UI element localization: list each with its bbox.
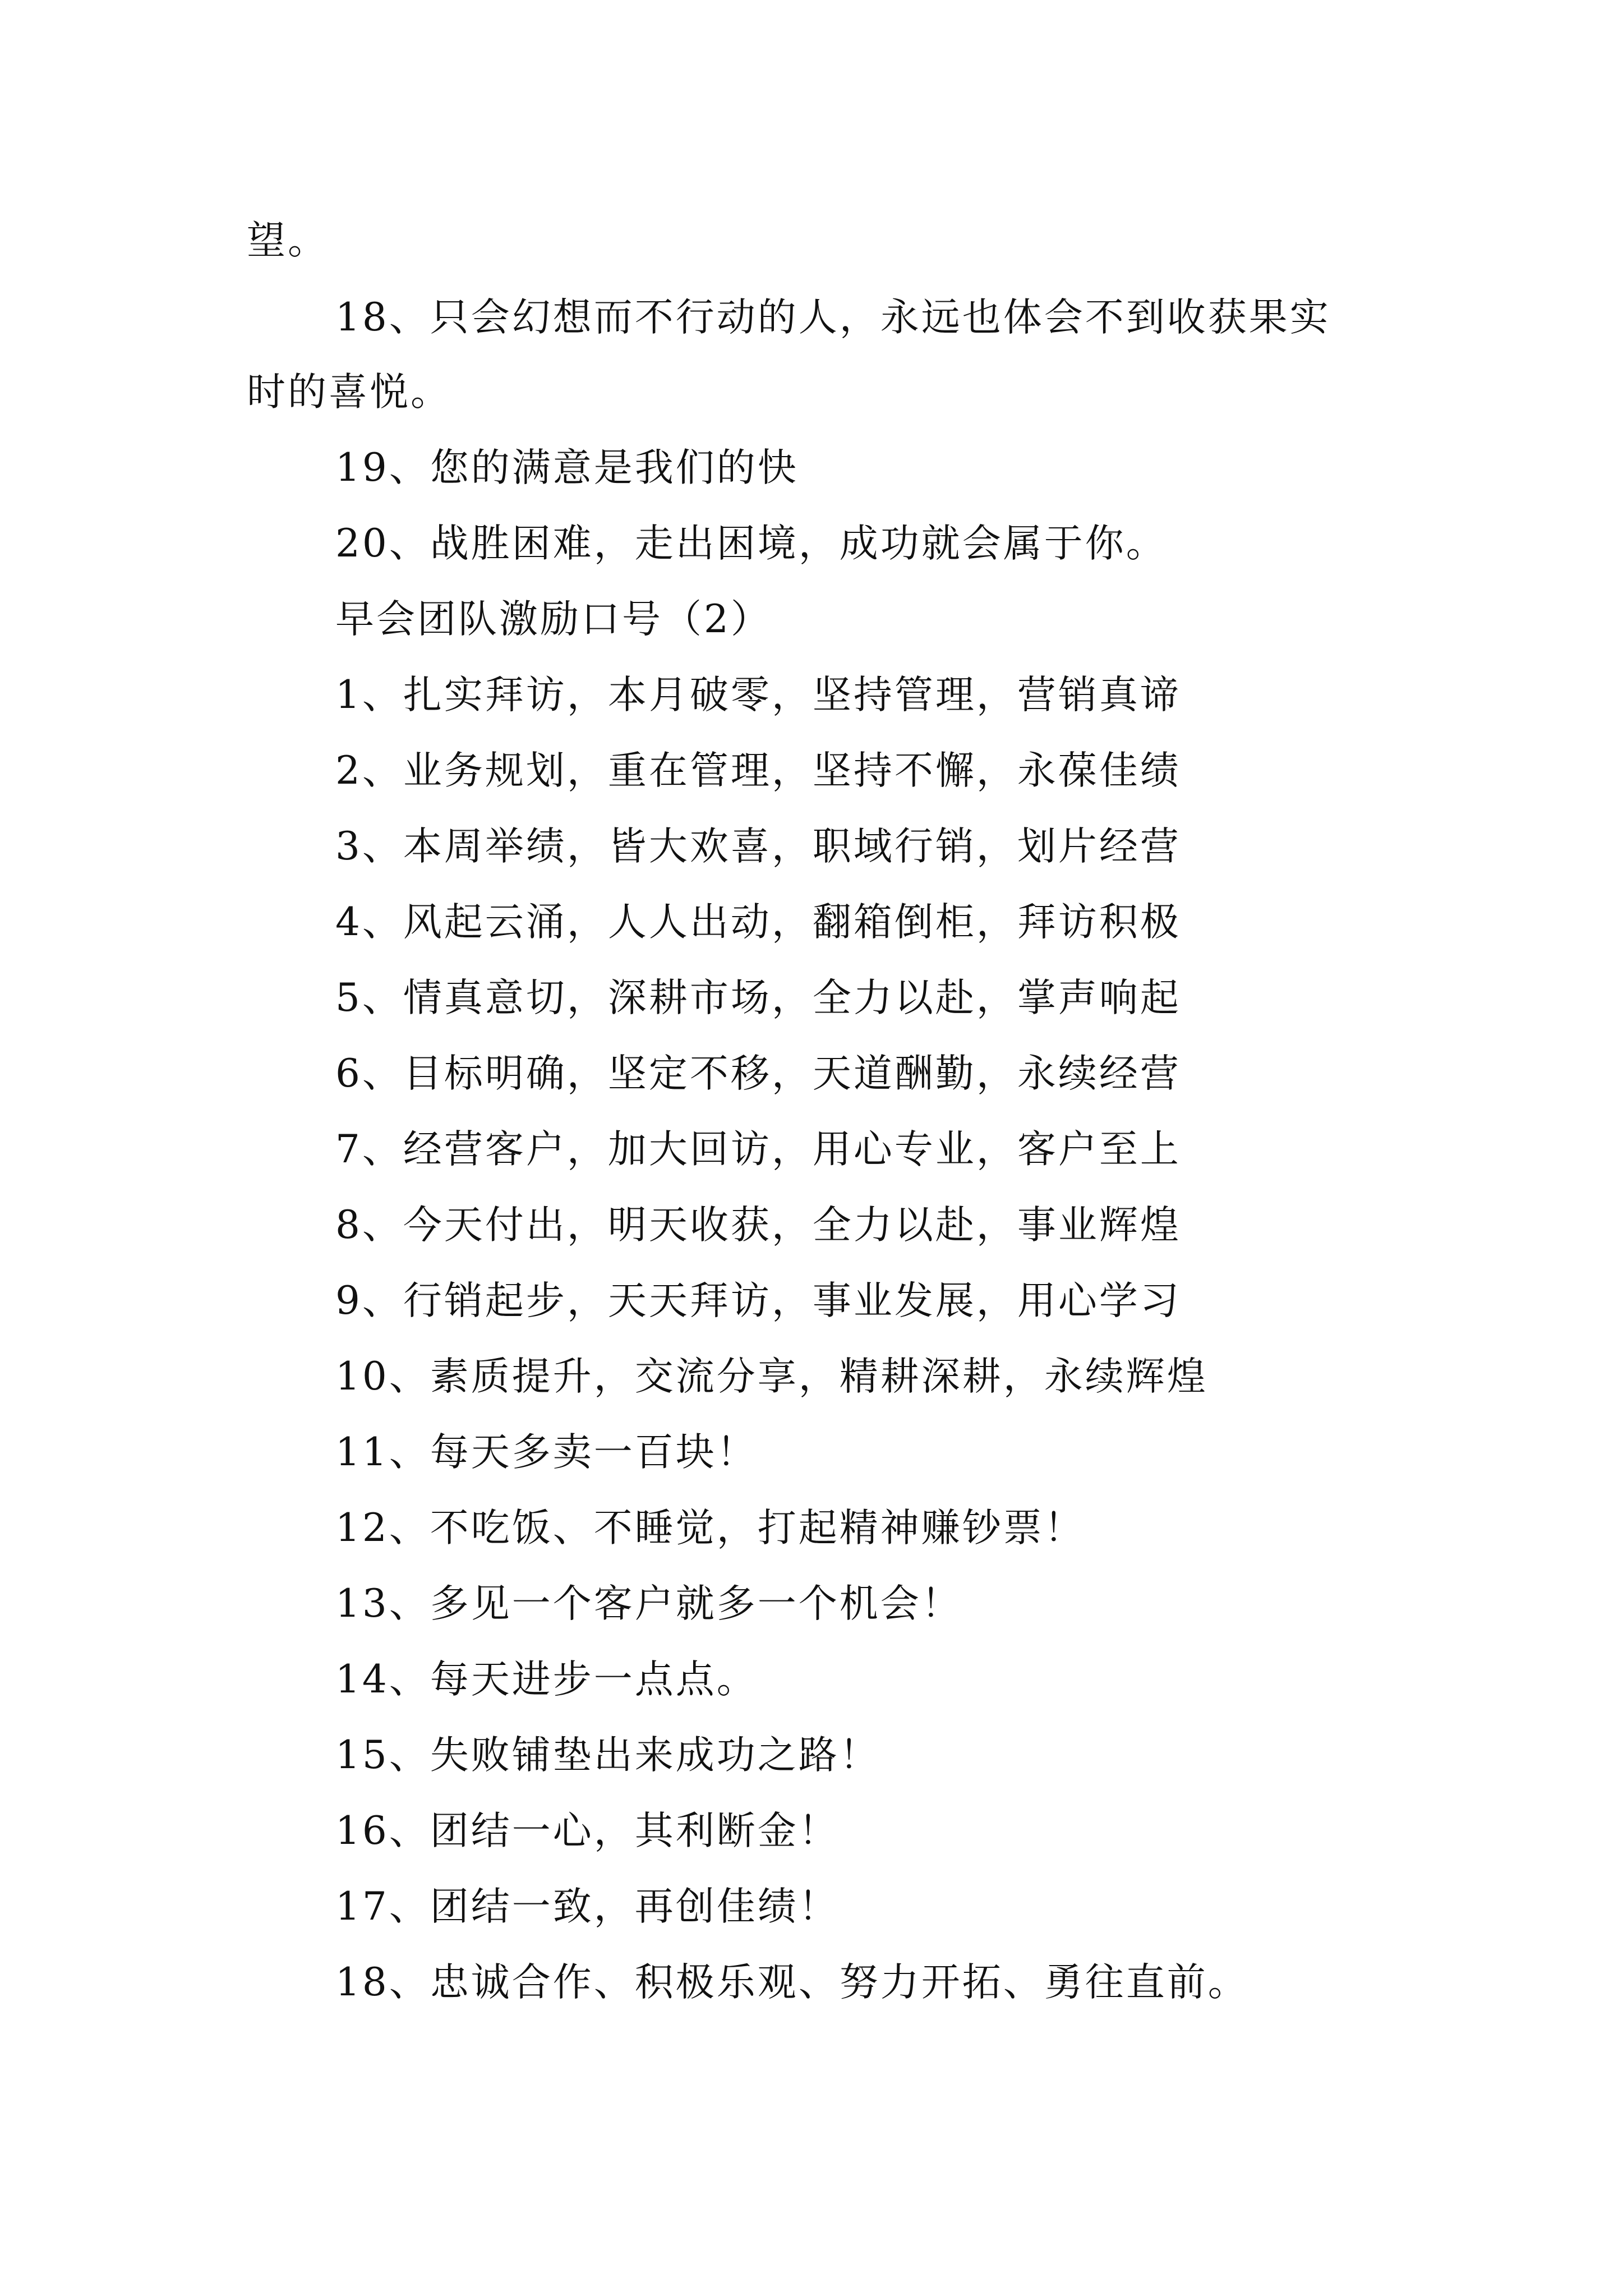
list-item: 10、素质提升，交流分享，精耕深耕，永续辉煌 <box>335 1354 1208 1399</box>
text-line-continuation: 望。 <box>247 218 329 263</box>
list-item: 7、经营客户，加大回访，用心专业，客户至上 <box>335 1127 1181 1172</box>
list-item: 4、风起云涌，人人出动，翻箱倒柜，拜访积极 <box>335 900 1181 945</box>
list-item: 12、不吃饭、不睡觉，打起精神赚钞票！ <box>335 1506 1085 1550</box>
text-line: 20、战胜困难，走出困境，成功就会属于你。 <box>335 521 1167 566</box>
list-item: 5、情真意切，深耕市场，全力以赴，掌声响起 <box>335 976 1181 1020</box>
list-item: 17、团结一致，再创佳绩！ <box>335 1884 840 1929</box>
list-item: 11、每天多卖一百块！ <box>335 1430 758 1475</box>
list-item: 13、多见一个客户就多一个机会！ <box>335 1581 962 1626</box>
text-line: 18、只会幻想而不行动的人，永远也体会不到收获果实 <box>335 295 1331 340</box>
text-line: 19、您的满意是我们的快 <box>335 445 799 490</box>
list-item: 14、每天进步一点点。 <box>335 1657 758 1702</box>
list-item: 2、业务规划，重在管理，坚持不懈，永葆佳绩 <box>335 748 1181 793</box>
list-item: 16、团结一心，其利断金！ <box>335 1809 840 1853</box>
list-item: 1、扎实拜访，本月破零，坚持管理，营销真谛 <box>335 673 1181 717</box>
list-item: 8、今天付出，明天收获，全力以赴，事业辉煌 <box>335 1203 1181 1248</box>
text-line-continuation: 时的喜悦。 <box>247 370 451 415</box>
list-item: 15、失败铺垫出来成功之路！ <box>335 1733 880 1778</box>
list-item: 18、忠诚合作、积极乐观、努力开拓、勇往直前。 <box>335 1960 1249 2005</box>
list-item: 3、本周举绩，皆大欢喜，职域行销，划片经营 <box>335 824 1181 869</box>
list-item: 6、目标明确，坚定不移，天道酬勤，永续经营 <box>335 1051 1181 1096</box>
section-heading: 早会团队激励口号（2） <box>335 597 772 642</box>
list-item: 9、行销起步，天天拜访，事业发展，用心学习 <box>335 1278 1181 1323</box>
